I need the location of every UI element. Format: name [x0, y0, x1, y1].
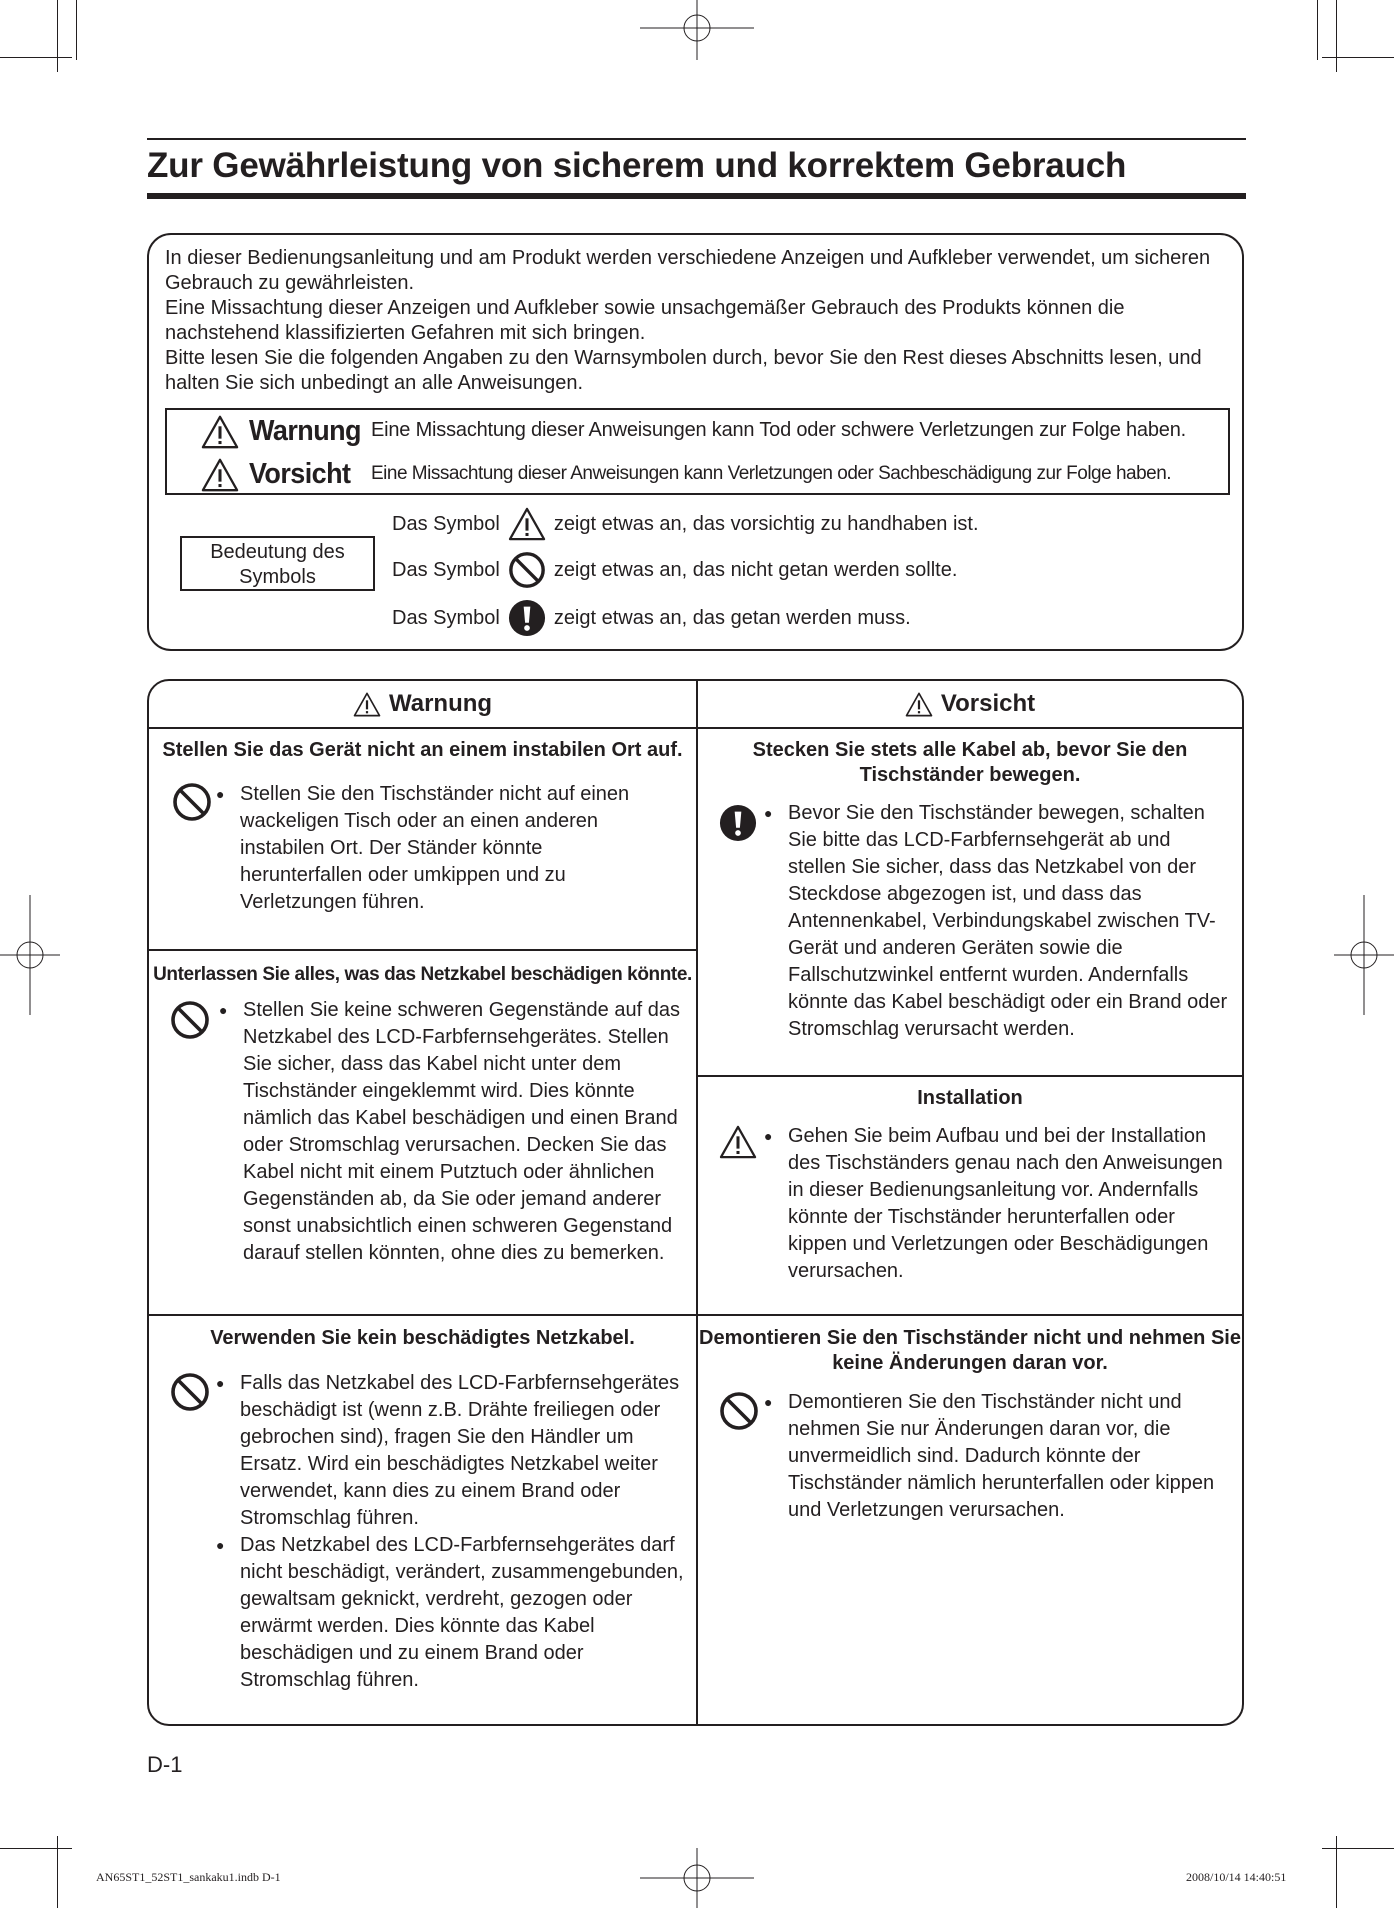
prohibition-icon [170, 1000, 210, 1040]
list-item: ● Stellen Sie den Tischständer nicht auf einen wackeligen Tisch oder an einen anderen instabilen Ort. Der Ständer könnte herunterfallen oder umkippen und zu Verletzungen führen. [240, 781, 640, 916]
registration-mark-left [0, 895, 60, 1015]
list-item: ● Falls das Netzkabel des LCD-Farbfernsehgerätes beschädigt ist (wenn z.B. Drähte freiliegen oder gebrochen sind), fragen Sie den Händler um Ersatz. Wird ein beschädigtes Netzkabel weiter verwendet, kann dies zu einem Brand oder Stromschlag führen. [240, 1370, 685, 1532]
prohibition-icon [170, 1372, 210, 1412]
intro-paragraph: Eine Missachtung dieser Anzeigen und Aufkleber sowie unsachgemäßer Gebrauch des Produkts können die nachstehend klassifizierten Gefahren mit sich bringen. [165, 297, 1125, 344]
symbol-text: zeigt etwas an, das vorsichtig zu handhaben ist. [553, 512, 979, 535]
cell-title: Stecken Sie stets alle Kabel ab, bevor Sie den Tischständer bewegen. [752, 739, 1188, 786]
registration-mark-bottom [640, 1848, 754, 1908]
column-header-caution [698, 681, 1242, 727]
title-rule-bottom [147, 193, 1246, 199]
prohibition-icon [508, 551, 546, 589]
cell-title: Installation [917, 1087, 1023, 1109]
classification-label: Warnung [249, 415, 361, 447]
title-rule-top [147, 138, 1246, 140]
prohibition-icon [719, 1391, 759, 1431]
classification-row-warning [167, 410, 369, 453]
mandatory-action-icon [508, 599, 546, 637]
registration-mark-top [640, 0, 754, 60]
cell-bullets [243, 997, 683, 1267]
symbol-text: zeigt etwas an, das nicht getan werden sollte. [553, 558, 958, 581]
prohibition-icon [172, 782, 212, 822]
symbol-prefix: Das Symbol [392, 558, 500, 581]
column-header-label: Warnung [388, 690, 493, 717]
symbol-prefix: Das Symbol [392, 512, 500, 535]
intro-paragraph: Bitte lesen Sie die folgenden Angaben zu den Warnsymbolen durch, bevor Sie den Rest dieses Abschnitts lesen, und halten Sie sich unbedingt an alle Anweisungen. [165, 347, 1202, 394]
list-item: ● Das Netzkabel des LCD-Farbfernsehgerätes darf nicht beschädigt, verändert, zusammengebunden, gewaltsam geknickt, verdreht, gezogen oder erwärmt werden. Dies könnte das Kabel beschädigen und zu einem Brand oder Stromschlag führen. [240, 1532, 685, 1694]
classification-text: Eine Missachtung dieser Anweisungen kann Tod oder schwere Verletzungen zur Folge haben. [371, 419, 1186, 441]
print-slug-date: 2008/10/14 14:40:51 [1186, 1870, 1287, 1884]
cell-title: Stellen Sie das Gerät nicht an einem instabilen Ort auf. [162, 739, 683, 761]
print-slug-file: AN65ST1_52ST1_sankaku1.indb D-1 [96, 1870, 281, 1884]
symbol-meaning-label: Bedeutung des Symbols [180, 536, 375, 591]
warning-triangle-icon [201, 413, 239, 451]
registration-mark-right [1334, 895, 1394, 1015]
warning-triangle-icon [353, 692, 381, 717]
symbol-prefix: Das Symbol [392, 606, 500, 629]
mandatory-action-icon [719, 804, 757, 842]
column-header-label: Vorsicht [940, 690, 1036, 717]
hazard-classification-table [165, 408, 1230, 495]
cell-bullets [240, 1370, 685, 1694]
header-divider [149, 727, 1242, 729]
list-item: ● Demontieren Sie den Tischständer nicht und nehmen Sie nur Änderungen daran vor, die unvermeidlich sind. Dadurch könnte der Tischständer nämlich herunterfallen oder kippen und Verletzungen verursachen. [788, 1389, 1233, 1524]
symbol-row-mandatory [392, 598, 911, 638]
column-divider [696, 681, 698, 1724]
symbol-text: zeigt etwas an, das getan werden muss. [553, 606, 911, 629]
row-divider [149, 949, 696, 951]
classification-text: Eine Missachtung dieser Anweisungen kann Verletzungen oder Sachbeschädigung zur Folge haben. [371, 463, 1172, 484]
cell-bullets [788, 1123, 1233, 1285]
intro-text [165, 246, 1225, 396]
caution-triangle-icon [508, 507, 546, 541]
caution-triangle-icon [719, 1125, 757, 1159]
row-divider [149, 1314, 1242, 1316]
warning-triangle-icon [201, 456, 239, 494]
symbol-row-caution [392, 504, 979, 544]
cell-bullets [788, 800, 1233, 1043]
cell-bullets [240, 781, 640, 916]
row-divider [698, 1075, 1242, 1077]
cell-title: Demontieren Sie den Tischständer nicht und nehmen Sie keine Änderungen daran vor. [699, 1327, 1241, 1374]
list-item: ● Gehen Sie beim Aufbau und bei der Installation des Tischständers genau nach den Anweisungen in dieser Bedienungsanleitung vor. Andernfalls könnte der Tischständer herunterfallen oder kippen und Verletzungen oder Beschädigungen verursachen. [788, 1123, 1233, 1285]
page-title: Zur Gewährleistung von sicherem und korrektem Gebrauch [147, 146, 1127, 185]
list-item: ● Bevor Sie den Tischständer bewegen, schalten Sie bitte das LCD-Farbfernsehgerät ab und stellen Sie sicher, dass das Netzkabel von der Steckdose abgezogen ist, und dass das Antennenkabel, Verbindungskabel zwischen TV-Gerät und anderen Geräten sowie die Fallschutzwinkel entfernt wurden. Andernfalls könnte das Kabel beschädigt oder ein Brand oder Stromschlag verursacht werden. [788, 800, 1233, 1043]
cell-title: Verwenden Sie kein beschädigtes Netzkabel. [210, 1327, 635, 1349]
cell-title: Unterlassen Sie alles, was das Netzkabel beschädigen könnte. [153, 964, 692, 985]
column-header-warning [149, 681, 696, 727]
intro-paragraph: In dieser Bedienungsanleitung und am Produkt werden verschiedene Anzeigen und Aufkleber verwendet, um sicheren Gebrauch zu gewährleisten. [165, 247, 1211, 294]
classification-label: Vorsicht [249, 458, 351, 490]
list-item: ● Stellen Sie keine schweren Gegenstände auf das Netzkabel des LCD-Farbfernsehgerätes. Stellen Sie sicher, dass das Kabel nicht unter dem Tischständer eingeklemmt wird. Dies könnte nämlich das Kabel beschädigen und einen Brand oder Stromschlag verursachen. Decken Sie das Kabel nicht mit einem Putztuch oder ähnlichen Gegenständen ab, da Sie oder jemand anderer sonst unabsichtlich einen schweren Gegenstand darauf stellen könnten, ohne dies zu bemerken. [243, 997, 683, 1267]
page-number: D-1 [147, 1752, 183, 1777]
warning-triangle-icon [905, 692, 933, 717]
symbol-row-prohibition [392, 550, 957, 590]
cell-bullets [788, 1389, 1233, 1524]
classification-row-caution [167, 453, 358, 496]
